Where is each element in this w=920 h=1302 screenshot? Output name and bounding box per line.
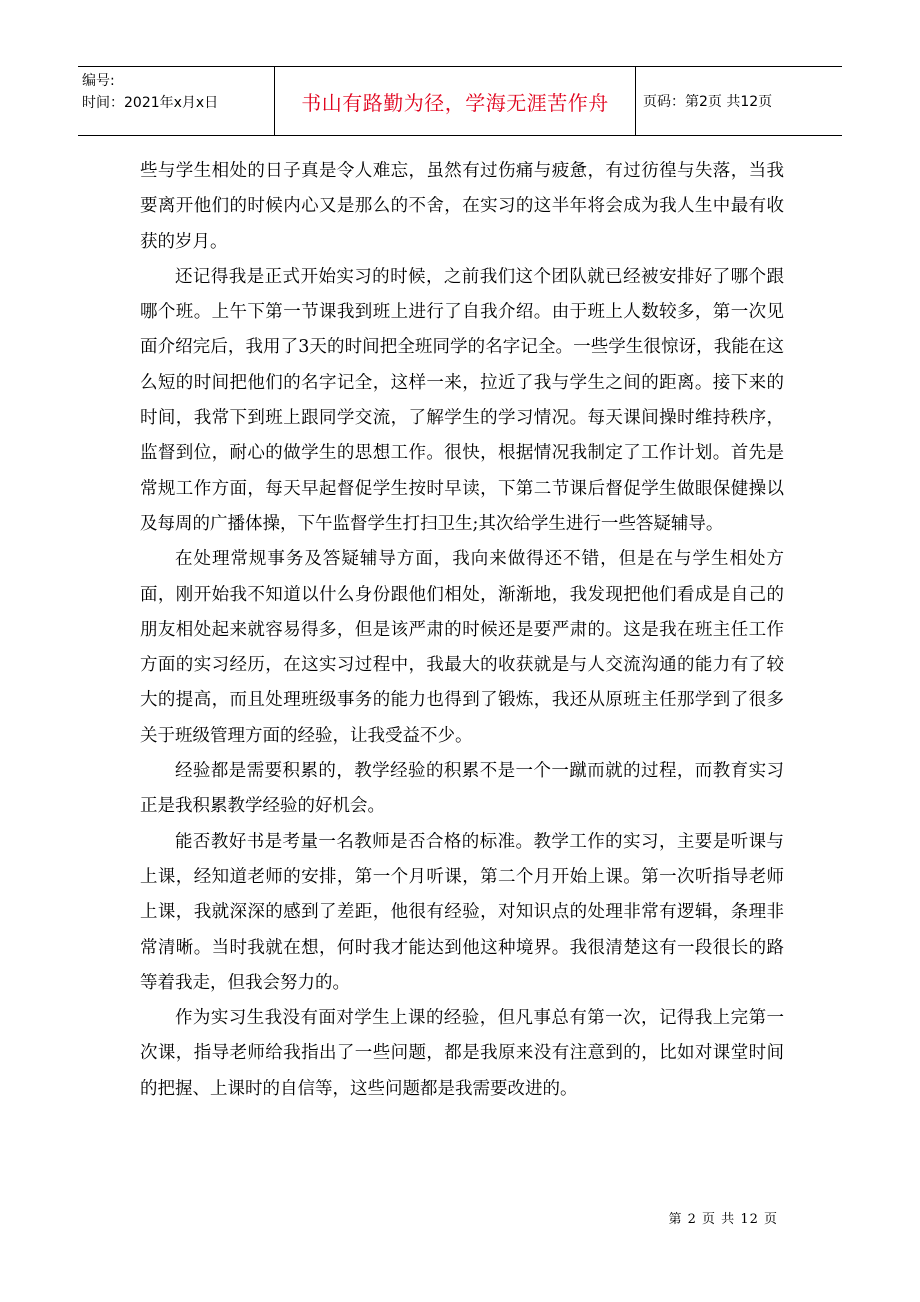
header-meta xyxy=(78,67,274,135)
paragraph-3: 在处理常规事务及答疑辅导方面，我向来做得还不错，但是在与学生相处方面，刚开始我不知道以什么身份跟他们相处，渐渐地，我发现把他们看成是自己的朋友相处起来就容易得多，但是该严肃的时候还是要严肃的。这是我在班主任工作方面的实习经历，在这实习过程中，我最大的收获就是与人交流沟通的能力有了较大的提高，而且处理班级事务的能力也得到了锻炼，我还从原班主任那学到了很多关于班级管理方面的经验，让我受益不少。 xyxy=(140,549,784,746)
document-date-label: 时间：2021年x月x日 xyxy=(82,95,219,111)
paragraph-2: 还记得我是正式开始实习的时候，之前我们这个团队就已经被安排好了哪个跟哪个班。上午下第一节课我到班上进行了自我介绍。由于班上人数较多，第一次见面介绍完后，我用了3天的时间把全班同学的名字记全。一些学生很惊讶，我能在这么短的时间把他们的名字记全，这样一来，拉近了我与学生之间的距离。接下来的时间，我常下到班上跟同学交流，了解学生的学习情况。每天课间操时维持秩序，监督到位，耐心的做学生的思想工作。很快，根据情况我制定了工作计划。首先是常规工作方面，每天早起督促学生按时早读，下第二节课后督促学生做眼保健操以及每周的广播体操，下午监督学生打扫卫生;其次给学生进行一些答疑辅导。 xyxy=(140,266,784,534)
header-page-number: 页码：第2页 共12页 xyxy=(643,94,773,110)
paragraph-1: 些与学生相处的日子真是令人难忘，虽然有过伤痛与疲惫，有过彷徨与失落，当我要离开他们的时候内心又是那么的不舍，在实习的这半年将会成为我人生中最有收获的岁月。 xyxy=(140,161,784,252)
paragraph-4: 经验都是需要积累的，教学经验的积累不是一个一蹴而就的过程，而教育实习正是我积累教学经验的好机会。 xyxy=(140,761,784,817)
page-footer: 第 2 页 共 12 页 xyxy=(668,1212,778,1227)
paragraph-6: 作为实习生我没有面对学生上课的经验，但凡事总有第一次，记得我上完第一次课，指导老师给我指出了一些问题，都是我原来没有注意到的，比如对课堂时间的把握、上课时的自信等，这些问题都是我需要改进的。 xyxy=(140,1008,784,1099)
page-header xyxy=(78,66,842,136)
document-number-label: 编号: xyxy=(82,73,115,89)
paragraph-5: 能否教好书是考量一名教师是否合格的标准。教学工作的实习，主要是听课与上课，经知道老师的安排，第一个月听课，第二个月开始上课。第一次听指导老师上课，我就深深的感到了差距，他很有经验，对知识点的处理非常有逻辑，条理非常清晰。当时我就在想，何时我才能达到他这种境界。我很清楚这有一段很长的路等着我走，但我会努力的。 xyxy=(140,831,784,993)
document-body xyxy=(140,154,784,1107)
header-motto: 书山有路勤为径，学海无涯苦作舟 xyxy=(274,67,636,135)
